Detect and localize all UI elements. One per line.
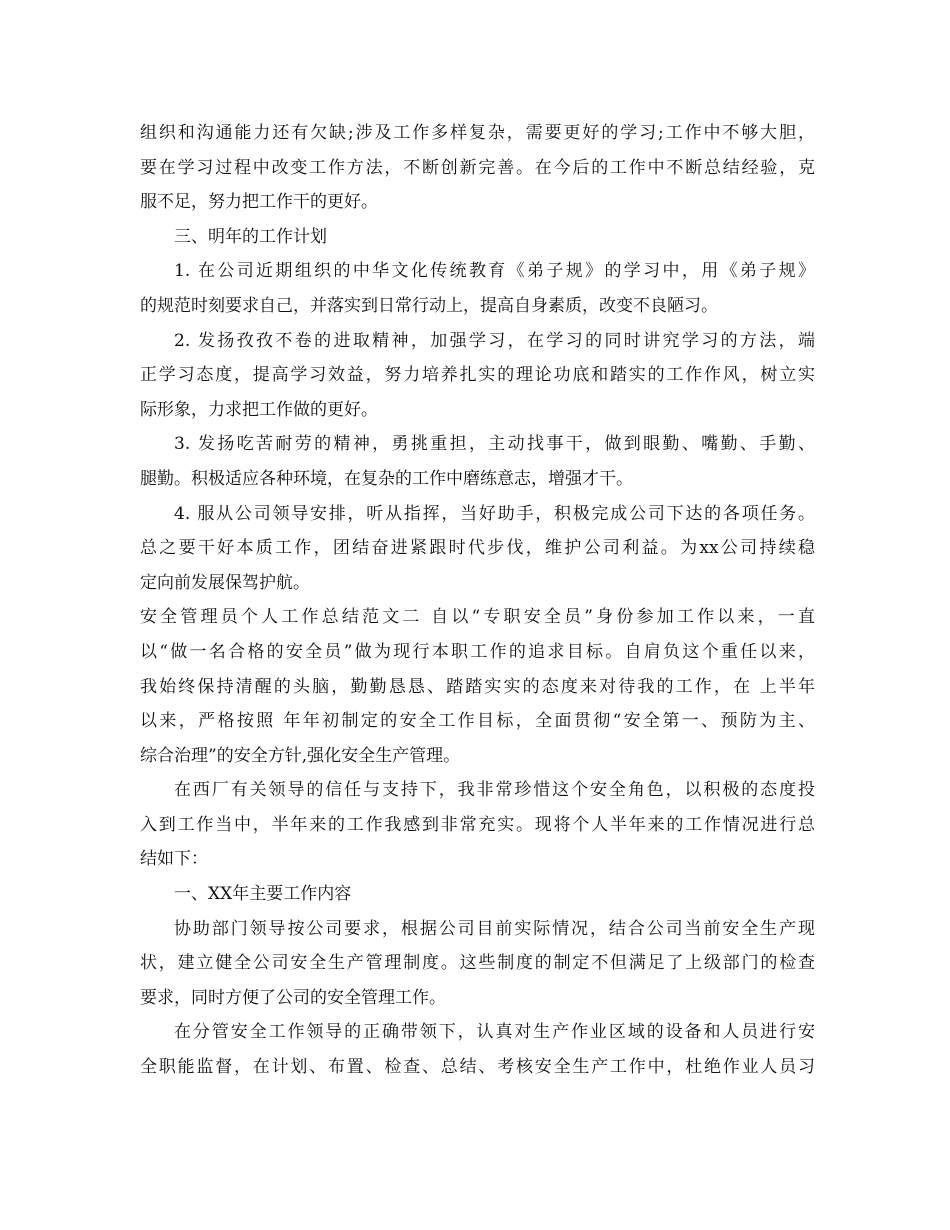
text-line: 组织和沟通能力还有欠缺;涉及工作多样复杂，需要更好的学习;工作中不够大胆， (140, 123, 815, 143)
text-line: 协助部门领导按公司要求，根据公司目前实际情况，结合公司当前安全生产现 (174, 918, 815, 939)
text-line: 状，建立健全公司安全生产管理制度。这些制度的制定不但满足了上级部门的检查 (140, 953, 815, 974)
text-line: 在分管安全工作领导的正确带领下，认真对生产作业区域的设备和人员进行安 (174, 1022, 815, 1043)
text-line: 我始终保持清醒的头脑，勤勤恳恳、踏踏实实的态度来对待我的工作，在 上半年 (140, 676, 815, 697)
text-line: 定向前发展保驾护航。 (140, 572, 310, 593)
text-line: 结如下： (140, 849, 208, 870)
text-line: 服不足，努力把工作干的更好。 (140, 192, 378, 213)
text-line: 全职能监督，在计划、布置、检查、总结、考核安全生产工作中，杜绝作业人员习 (140, 1057, 815, 1078)
section-heading: 一、XX年主要工作内容 (174, 884, 352, 905)
section-heading: 三、明年的工作计划 (174, 226, 327, 247)
text-line: 的规范时刻要求自己，并落实到日常行动上，提高自身素质，改变不良陋习。 (140, 295, 718, 316)
text-line: 入到工作当中，半年来的工作我感到非常充实。现将个人半年来的工作情况进行总 (140, 814, 815, 835)
document-body (140, 116, 815, 1085)
text-line: 要求，同时方便了公司的安全管理工作。 (140, 987, 446, 1008)
text-line: 际形象，力求把工作做的更好。 (140, 399, 378, 420)
text-line: 以来，严格按照 年年初制定的安全工作目标，全面贯彻“安全第一、预防为主、 (140, 711, 815, 732)
text-line: 以“做一名合格的安全员”做为现行本职工作的追求目标。自肩负这个重任以来， (140, 641, 815, 662)
text-line: 4. 服从公司领导安排，听从指挥，当好助手，积极完成公司下达的各项任务。 (174, 503, 815, 524)
text-line: 1. 在公司近期组织的中华文化传统教育《弟子规》的学习中，用《弟子规》 (174, 261, 815, 282)
text-line: 3. 发扬吃苦耐劳的精神，勇挑重担，主动找事干，做到眼勤、嘴勤、手勤、 (174, 434, 815, 455)
text-line: 要在学习过程中改变工作方法，不断创新完善。在今后的工作中不断总结经验，克 (140, 157, 815, 178)
text-line: 在西厂有关领导的信任与支持下，我非常珍惜这个安全角色，以积极的态度投 (174, 780, 815, 801)
section-title-line: 安全管理员个人工作总结范文二 自以“专职安全员”身份参加工作以来，一直 (140, 607, 815, 628)
text-line: 综合治理”的安全方针,强化安全生产管理。 (140, 745, 461, 766)
text-line: 2. 发扬孜孜不卷的进取精神，加强学习，在学习的同时讲究学习的方法，端 (174, 330, 815, 351)
text-line: 总之要干好本质工作，团结奋进紧跟时代步伐，维护公司利益。为xx公司持续稳 (140, 538, 815, 559)
text-line: 正学习态度，提高学习效益，努力培养扎实的理论功底和踏实的工作作风，树立实 (140, 365, 815, 386)
text-line: 腿勤。积极适应各种环境，在复杂的工作中磨练意志，增强才干。 (140, 468, 633, 489)
